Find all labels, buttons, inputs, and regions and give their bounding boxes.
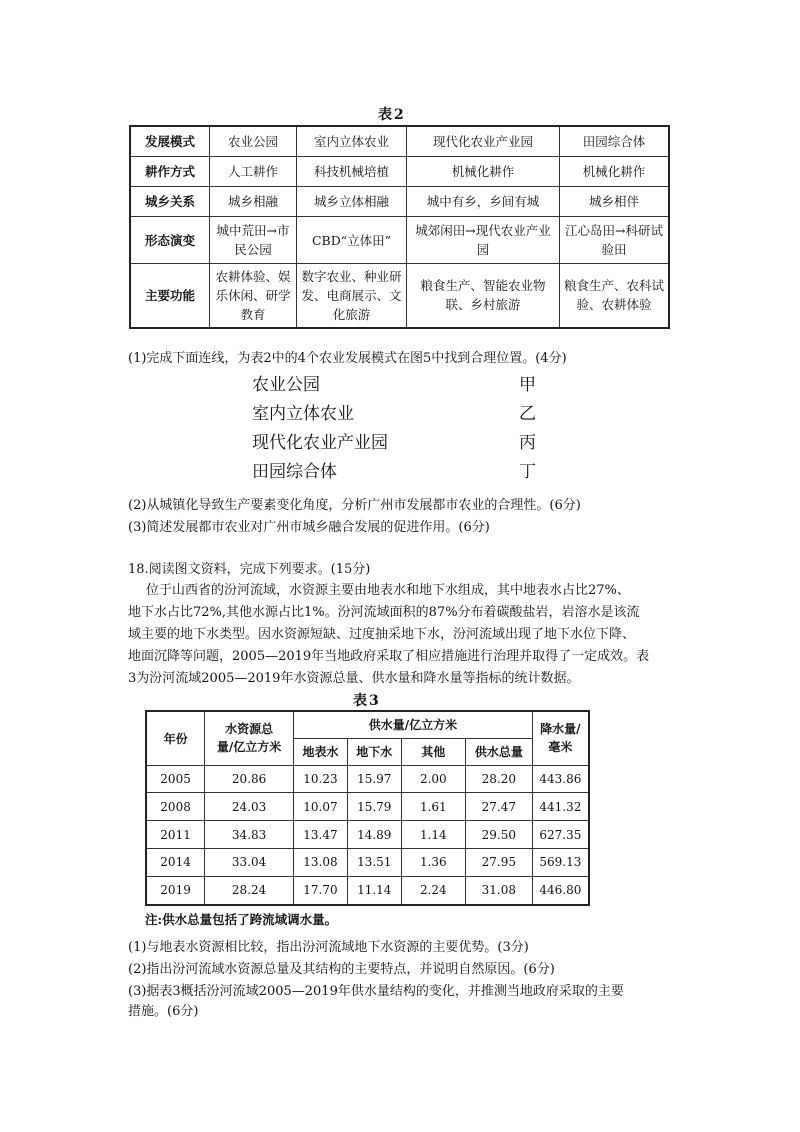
table-header-cell: 城乡关系: [130, 187, 210, 217]
table-cell: 机械化耕作: [560, 156, 670, 186]
table-header-cell: 形态演变: [130, 217, 210, 263]
question-17-2: (2)从城镇化导致生产要素变化角度，分析广州市发展都市农业的合理性。(6分): [128, 498, 581, 513]
table-cell: 29.50: [465, 821, 532, 849]
table3-note: 注:供水总量包括了跨流域调水量。: [145, 912, 338, 927]
question-17-1: (1)完成下面连线，为表2中的4个农业发展模式在图5中找到合理位置。(4分): [128, 351, 567, 366]
table-cell: 34.83: [205, 821, 294, 849]
table-cell: 科技机械培植: [297, 156, 407, 186]
table-cell: 2008: [146, 793, 205, 821]
table-cell: 现代化农业产业园: [407, 126, 560, 156]
matching-right-item: 丁: [519, 462, 536, 482]
table-row: [130, 217, 669, 263]
table-header-cell: 年份: [146, 711, 205, 765]
table-cell: 2014: [146, 848, 205, 876]
matching-left-item: 农业公园: [252, 375, 320, 395]
table-cell: 城乡相融: [210, 187, 297, 217]
question-18-title: 18.阅读图文资料，完成下列要求。(15分): [128, 562, 371, 577]
table2-caption: 表2: [378, 107, 406, 123]
table-cell: 机械化耕作: [407, 156, 560, 186]
q18-line: 地面沉降等问题，2005—2019年当地政府采取了相应措施进行治理并取得了一定成效。表: [128, 649, 650, 664]
table-cell: 14.89: [347, 821, 401, 849]
matching-right-item: 丙: [519, 433, 536, 453]
table-header-cell: [205, 711, 294, 765]
table-cell: 城乡立体相融: [297, 187, 407, 217]
table-cell: 10.23: [294, 765, 348, 793]
table-cell: 人工耕作: [210, 156, 297, 186]
table-row: [130, 263, 669, 328]
table-cell: 城郊闲田→现代农业产业园: [407, 217, 560, 263]
table-cell: 13.08: [294, 848, 348, 876]
matching-left-item: 室内立体农业: [252, 404, 354, 424]
table-cell: 1.36: [401, 848, 465, 876]
table-cell: 粮食生产、智能农业物联、乡村旅游: [407, 263, 560, 328]
table2: [129, 125, 670, 329]
header-line: 降水量/: [540, 722, 581, 737]
table-cell: 13.47: [294, 821, 348, 849]
q18-line: 3为汾河流域2005—2019年水资源总量、供水量和降水量等指标的统计数据。: [128, 671, 580, 686]
question-17-3: (3)简述发展都市农业对广州市城乡融合发展的促进作用。(6分): [128, 520, 490, 535]
table-cell: 粮食生产、农科试验、农耕体验: [560, 263, 670, 328]
question-18-2: (2)指出汾河流域水资源总量及其结构的主要特点，并说明自然原因。(6分): [128, 962, 555, 977]
table-cell: 20.86: [205, 765, 294, 793]
table-cell: 13.51: [347, 848, 401, 876]
table-cell: 2005: [146, 765, 205, 793]
table-header-cell: 供水量/亿立方米: [294, 711, 533, 738]
header-line: 水资源总: [225, 722, 274, 737]
table-cell: 田园综合体: [560, 126, 670, 156]
table-cell: 27.47: [465, 793, 532, 821]
table-cell: 28.20: [465, 765, 532, 793]
table-cell: 446.80: [532, 876, 589, 905]
table-cell: 2011: [146, 821, 205, 849]
table-cell: 农耕体验、娱乐休闲、研学教育: [210, 263, 297, 328]
table-cell: 城中荒田→市民公园: [210, 217, 297, 263]
table-cell: CBD“立体田”: [297, 217, 407, 263]
table-cell: 15.79: [347, 793, 401, 821]
question-18-3: (3)据表3概括汾河流域2005—2019年供水量结构的变化，并推测当地政府采取的主要: [128, 984, 624, 999]
table-cell: 1.14: [401, 821, 465, 849]
table-cell: 28.24: [205, 876, 294, 905]
table-cell: 11.14: [347, 876, 401, 905]
q18-line: 域主要的地下水类型。因水资源短缺、过度抽采地下水，汾河流域出现了地下水位下降、: [128, 627, 636, 642]
table-cell: 江心岛田→科研试验田: [560, 217, 670, 263]
matching-right-item: 乙: [519, 404, 536, 424]
table-row: [146, 876, 589, 905]
table-cell: 15.97: [347, 765, 401, 793]
table-cell: 10.07: [294, 793, 348, 821]
table-header-cell: [532, 711, 589, 765]
table-cell: 数字农业、种业研发、电商展示、文化旅游: [297, 263, 407, 328]
table-cell: 2019: [146, 876, 205, 905]
table-cell: 2.00: [401, 765, 465, 793]
table-header-cell: 发展模式: [130, 126, 210, 156]
table-cell: 17.70: [294, 876, 348, 905]
table-cell: 2.24: [401, 876, 465, 905]
table-cell: 农业公园: [210, 126, 297, 156]
matching-left-item: 田园综合体: [252, 462, 337, 482]
table-cell: 1.61: [401, 793, 465, 821]
matching-left-item: 现代化农业产业园: [252, 433, 388, 453]
table-cell: 443.86: [532, 765, 589, 793]
table-header-cell: 供水总量: [465, 738, 532, 765]
matching-left-list: [252, 370, 552, 486]
table-cell: 24.03: [205, 793, 294, 821]
question-18-1: (1)与地表水资源相比较，指出汾河流域地下水资源的主要优势。(3分): [128, 940, 529, 955]
table-cell: 33.04: [205, 848, 294, 876]
table3: [145, 710, 590, 906]
table-row: [146, 765, 589, 793]
header-line: 毫米: [548, 740, 573, 755]
table-cell: 城乡相伴: [560, 187, 670, 217]
table-header-cell: 地下水: [347, 738, 401, 765]
matching-right-list: [519, 370, 559, 486]
table3-caption: 表3: [353, 693, 381, 709]
table-row: [130, 187, 669, 217]
q18-line: 地下水占比72%,其他水源占比1%。汾河流域面积的87%分布着碳酸盐岩，岩溶水是该流: [128, 605, 640, 620]
table-cell: 441.32: [532, 793, 589, 821]
q18-line: 位于山西省的汾河流域，水资源主要由地表水和地下水组成，其中地表水占比27%、: [146, 583, 630, 598]
table-cell: 27.95: [465, 848, 532, 876]
table-header-cell: 地表水: [294, 738, 348, 765]
table-row: [130, 126, 669, 156]
question-18-3-cont: 措施。(6分): [128, 1004, 199, 1019]
table-cell: 城中有乡，乡间有城: [407, 187, 560, 217]
table-cell: 569.13: [532, 848, 589, 876]
table-header-cell: 其他: [401, 738, 465, 765]
table-header-cell: 主要功能: [130, 263, 210, 328]
table-row: [146, 821, 589, 849]
table-cell: 627.35: [532, 821, 589, 849]
table-row: [146, 711, 589, 738]
table-row: [146, 793, 589, 821]
table-row: [130, 156, 669, 186]
table-cell: 室内立体农业: [297, 126, 407, 156]
table-header-cell: 耕作方式: [130, 156, 210, 186]
table-row: [146, 848, 589, 876]
table-cell: 31.08: [465, 876, 532, 905]
header-line: 量/亿立方米: [216, 740, 282, 755]
matching-right-item: 甲: [519, 375, 536, 395]
